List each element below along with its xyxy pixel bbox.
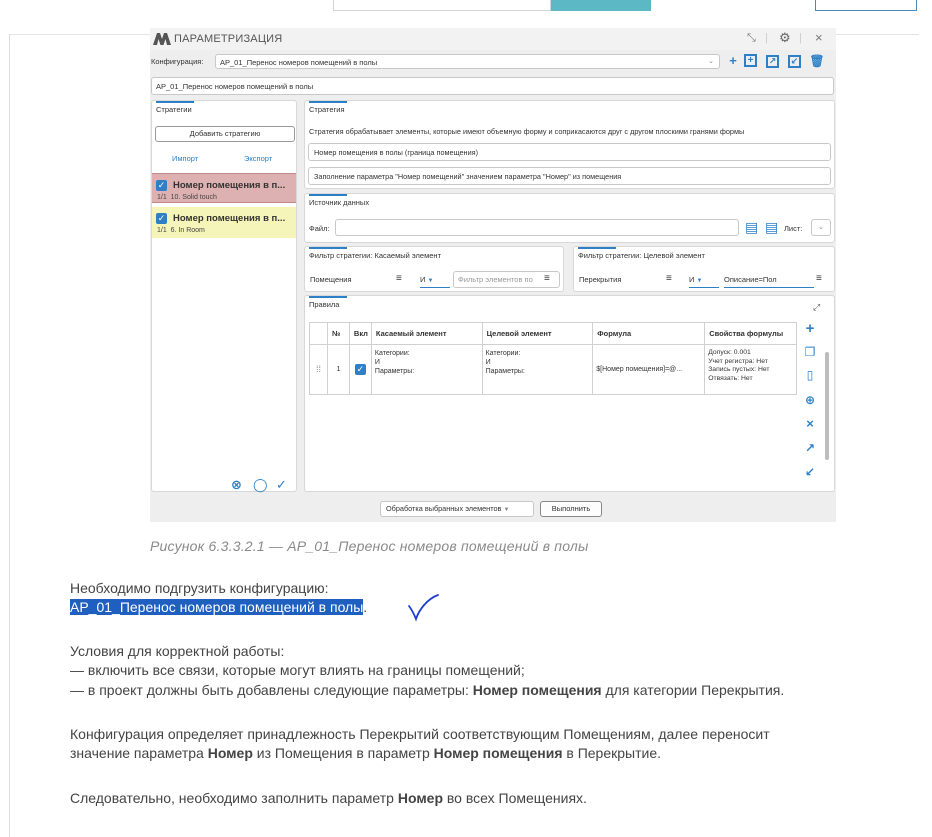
- delete-rule-icon[interactable]: ×: [806, 416, 814, 431]
- separator: |: [799, 32, 802, 44]
- column-header: Вкл: [349, 323, 371, 345]
- rules-header: Правила: [309, 300, 340, 309]
- import-link[interactable]: Импорт: [172, 154, 199, 163]
- separator: |: [765, 32, 768, 44]
- filter-touch-header: Фильтр стратегии: Касаемый элемент: [309, 251, 442, 260]
- add-group-icon[interactable]: ⊕: [804, 393, 816, 407]
- processing-mode-select[interactable]: Обработка выбранных элементов ▼: [380, 501, 534, 517]
- configuration-select[interactable]: [215, 54, 720, 69]
- top-accent-button[interactable]: [551, 0, 651, 11]
- window-title-bar: [150, 28, 836, 50]
- data-source-header: Источник данных: [309, 198, 370, 207]
- run-button[interactable]: Выполнить: [540, 501, 602, 517]
- window-title: ПАРАМЕТРИЗАЦИЯ: [174, 33, 283, 45]
- paste-icon[interactable]: ▯: [806, 368, 814, 382]
- handwritten-check-icon: [405, 592, 441, 622]
- check-circle-icon[interactable]: ⊗: [231, 477, 242, 492]
- strategies-panel: [151, 100, 297, 492]
- strategy-item[interactable]: [152, 207, 296, 238]
- add-file-icon[interactable]: ▤: [745, 219, 759, 235]
- refresh-icon[interactable]: ◯: [253, 477, 268, 492]
- column-header: №: [327, 323, 349, 345]
- brush-icon[interactable]: ✓: [276, 477, 287, 492]
- filter-target-panel: [573, 246, 835, 292]
- touch-filter-input[interactable]: Фильтр элементов по: [453, 271, 560, 288]
- paragraph: Следовательно, необходимо заполнить параметр Номер во всех Помещениях.: [70, 790, 587, 806]
- strategy-header: Стратегия: [309, 105, 345, 114]
- file-label: Файл:: [309, 224, 330, 233]
- paragraph: АР_01_Перенос номеров помещений в полы.: [70, 599, 368, 615]
- list-item: — включить все связи, которые могут влиять на границы помещений;: [70, 662, 525, 678]
- checkbox-checked-icon[interactable]: ✓: [157, 213, 166, 223]
- strategy-name: Номер помещения в п...: [173, 213, 286, 224]
- strategy-panel: [304, 100, 835, 189]
- column-header: Касаемый элемент: [371, 323, 482, 345]
- configuration-value: АР_01_Перенос номеров помещений в полы: [220, 58, 378, 67]
- top-search-input[interactable]: [333, 0, 551, 11]
- table-row[interactable]: [310, 345, 797, 395]
- filter-edit-icon[interactable]: ≡: [396, 273, 402, 284]
- paragraph: Конфигурация определяет принадлежность Перекрытий соответствующим Помещениям, далее переносит: [70, 726, 770, 742]
- file-input[interactable]: [335, 219, 739, 236]
- configuration-label: Конфигурация:: [151, 57, 204, 66]
- filter-edit-icon[interactable]: ≡: [544, 273, 550, 284]
- duplicate-icon[interactable]: +: [744, 54, 757, 67]
- collapse-icon[interactable]: ⤡: [747, 32, 756, 44]
- gear-icon[interactable]: ⚙: [779, 30, 791, 45]
- touch-element-cell[interactable]: Категории: И Параметры:: [371, 345, 482, 395]
- strategy-description: Стратегия обрабатывает элементы, которые имеют объемную форму и соприкасаются друг с другом плоскими гранями формы: [309, 127, 745, 136]
- add-icon[interactable]: +: [729, 53, 737, 68]
- add-rule-icon[interactable]: +: [805, 320, 815, 337]
- close-icon[interactable]: ×: [815, 30, 823, 45]
- export-link[interactable]: Экспорт: [244, 154, 273, 163]
- rule-number: 1: [327, 345, 349, 395]
- filter-target-header: Фильтр стратегии: Целевой элемент: [578, 251, 705, 260]
- trash-icon[interactable]: 🗑: [809, 54, 825, 68]
- touch-category-select[interactable]: Помещения: [310, 275, 352, 284]
- strategy-item[interactable]: [152, 173, 296, 203]
- strategy-description-input[interactable]: Заполнение параметра "Номер помещений" значением параметра "Номер" из помещения: [308, 167, 831, 185]
- copy-icon[interactable]: ❐: [804, 345, 816, 359]
- import-icon[interactable]: ↙: [788, 55, 801, 68]
- column-header: Целевой элемент: [482, 323, 593, 345]
- sheet-select[interactable]: ⌄: [811, 219, 831, 236]
- target-category-select[interactable]: Перекрытия: [579, 275, 622, 284]
- filter-touch-panel: [304, 246, 564, 292]
- add-strategy-button[interactable]: Добавить стратегию: [155, 126, 295, 142]
- strategy-subtitle: 1/1 6. In Room: [157, 227, 205, 234]
- selected-text[interactable]: АР_01_Перенос номеров помещений в полы: [70, 599, 364, 615]
- sheet-label: Лист:: [784, 224, 803, 233]
- formula-properties-cell[interactable]: Допуск: 0.001 Учет регистра: Нет Запись пустых: Нет Отвязать: Нет: [705, 345, 797, 395]
- target-logic-select[interactable]: И ▼: [689, 271, 719, 288]
- target-filter-input[interactable]: Описание=Пол: [724, 271, 814, 288]
- export-rule-icon[interactable]: ↗: [804, 441, 816, 455]
- parametrization-window: [150, 28, 836, 522]
- window-footer: [150, 496, 836, 522]
- strategy-subtitle: 1/1 10. Solid touch: [157, 194, 217, 201]
- rules-scrollbar[interactable]: [825, 352, 829, 460]
- drag-handle-icon[interactable]: ⁞⁞: [310, 345, 328, 395]
- export-icon[interactable]: ↗: [766, 55, 779, 68]
- chevron-down-icon: ⌄: [708, 58, 714, 65]
- filter-edit-icon[interactable]: ≡: [666, 273, 672, 284]
- strategy-name: Номер помещения в п...: [173, 180, 286, 191]
- figure-caption: Рисунок 6.3.3.2.1 — АР_01_Перенос номеров помещений в полы: [150, 538, 589, 554]
- column-header: Свойства формулы: [705, 323, 797, 345]
- formula-cell[interactable]: $[Номер помещения]=@...: [593, 345, 705, 395]
- list-item: — в проект должны быть добавлены следующие параметры: Номер помещения для категории Перекрытия.: [70, 682, 785, 698]
- paragraph: Необходимо подгрузить конфигурацию:: [70, 580, 329, 596]
- import-rule-icon[interactable]: ↙: [804, 465, 816, 479]
- touch-logic-select[interactable]: И ▼: [420, 271, 450, 288]
- expand-icon[interactable]: ⤢: [813, 302, 821, 312]
- rules-table: [309, 322, 797, 395]
- rules-panel: [304, 295, 835, 492]
- filter-edit-icon[interactable]: ≡: [816, 273, 822, 284]
- remove-file-icon[interactable]: ▤: [765, 219, 779, 235]
- checkbox-checked-icon[interactable]: ✓: [356, 364, 365, 374]
- logo-icon: [153, 33, 171, 45]
- data-source-panel: [304, 193, 835, 243]
- content-left-border: [9, 34, 10, 837]
- column-header: Формула: [593, 323, 705, 345]
- strategy-title-input[interactable]: Номер помещения в полы (граница помещения): [308, 143, 831, 161]
- rule-enabled-cell[interactable]: [349, 345, 371, 395]
- target-element-cell[interactable]: Категории: И Параметры:: [482, 345, 593, 395]
- column-header: [310, 323, 328, 345]
- configuration-name-input[interactable]: АР_01_Перенос номеров помещений в полы: [151, 77, 834, 95]
- strategies-header: Стратегии: [156, 105, 192, 114]
- top-outline-button[interactable]: [815, 0, 917, 11]
- checkbox-checked-icon[interactable]: ✓: [157, 180, 166, 190]
- paragraph: значение параметра Номер из Помещения в параметр Номер помещения в Перекрытие.: [70, 745, 662, 761]
- paragraph: Условия для корректной работы:: [70, 643, 285, 659]
